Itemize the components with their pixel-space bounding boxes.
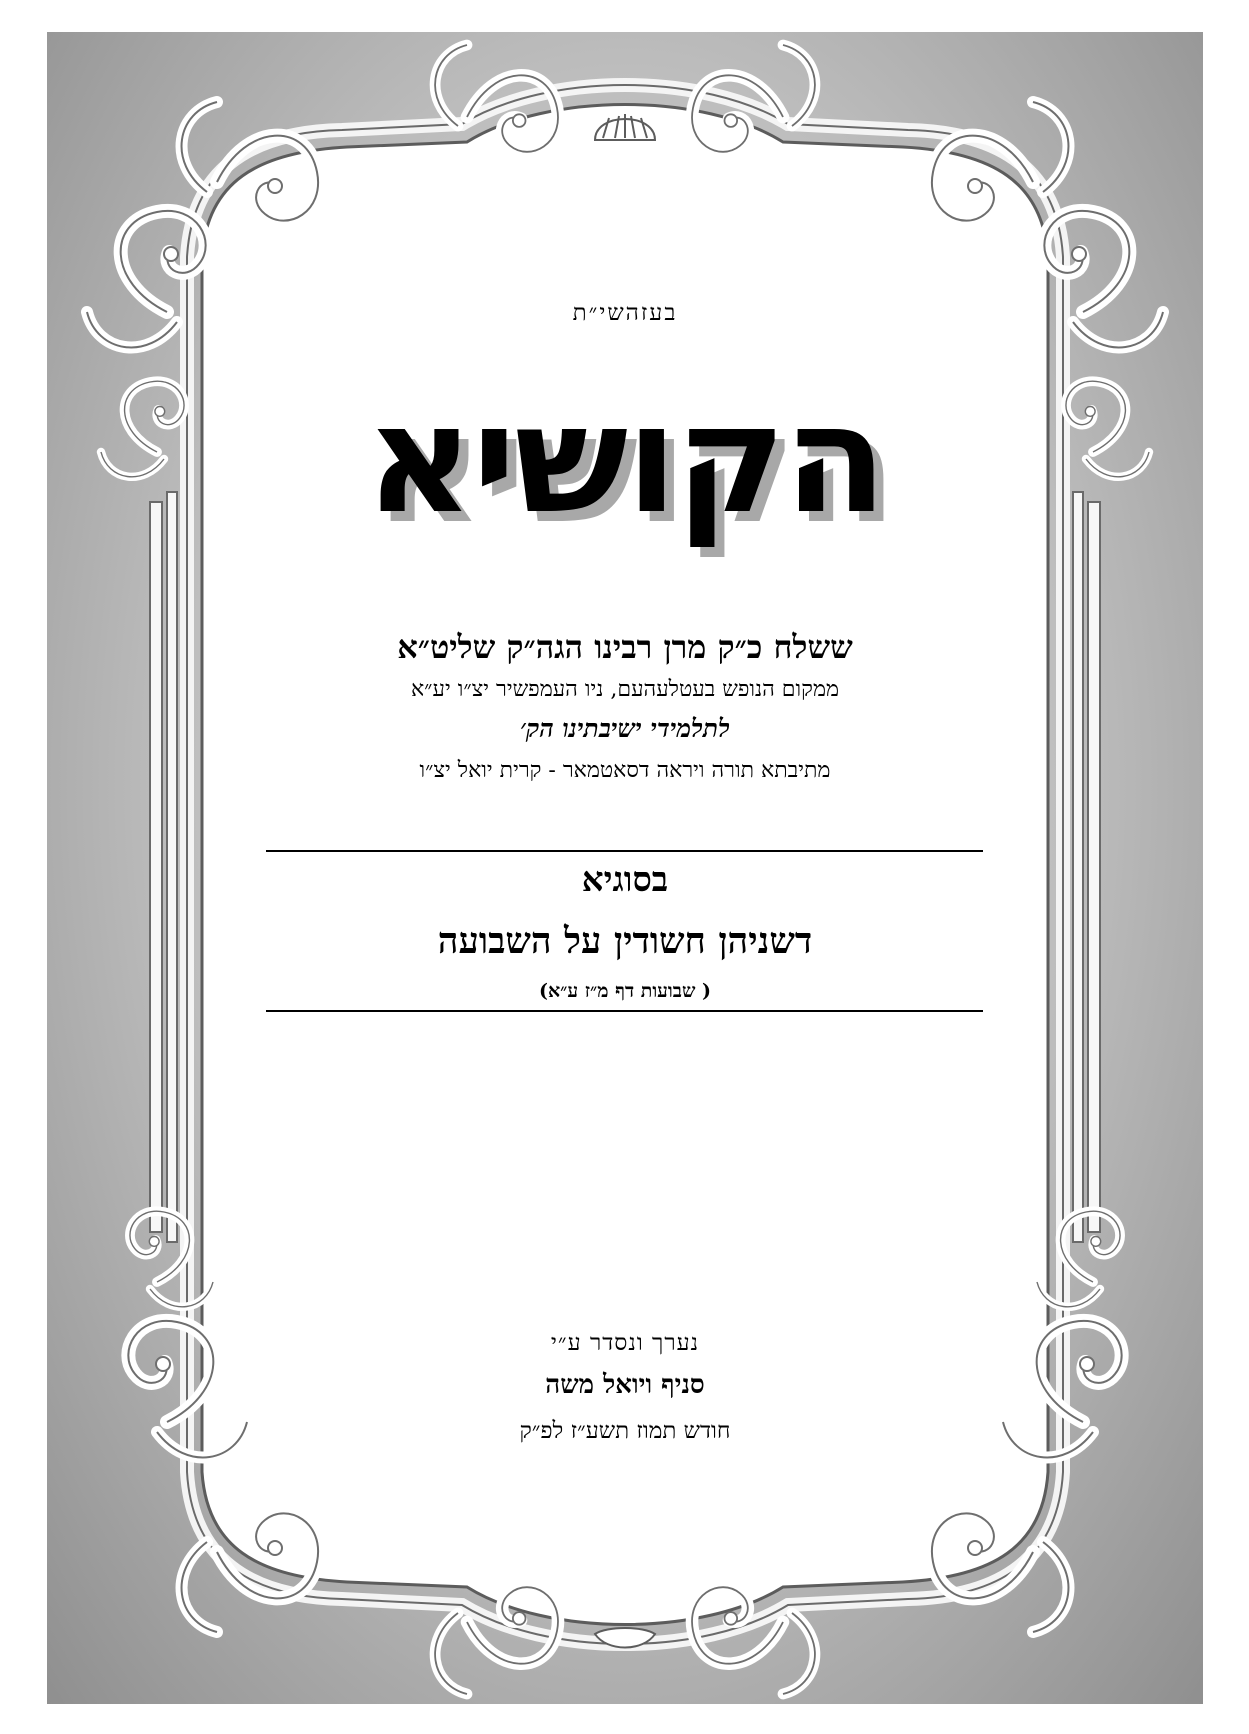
author-name: סניף ויואל משה (545, 1370, 705, 1400)
book-title: הקושיא (364, 373, 886, 547)
topic-title: דשניהן חשודין על השבועה (437, 920, 813, 962)
sent-by-line: ששלח כ״ק מרן רבינו הגה״ק שליט״א (397, 628, 853, 666)
divider-bottom (266, 1010, 983, 1012)
topic-label: בסוגיא (581, 860, 669, 900)
title-page-content (200, 0, 1050, 1734)
from-place-line: ממקום הנופש בעטלעהעם, ניו העמפשיר יצ״ו יע״א (410, 677, 840, 702)
arranged-by-line: נערך ונסדר ע״י (550, 1330, 700, 1356)
institution-line: מתיבתא תורה ויראה דסאטמאר - קרית יואל יצ״ו (419, 758, 831, 783)
date-line: חודש תמוז תשע״ז לפ״ק (519, 1418, 731, 1444)
divider-top (266, 850, 983, 852)
for-students-line: לתלמידי ישיבתינו הק׳ (520, 714, 730, 743)
source-reference: ( שבועות דף מ״ז ע״א) (538, 980, 712, 1002)
opening-abbreviation: בעזהשי״ת (572, 300, 678, 326)
